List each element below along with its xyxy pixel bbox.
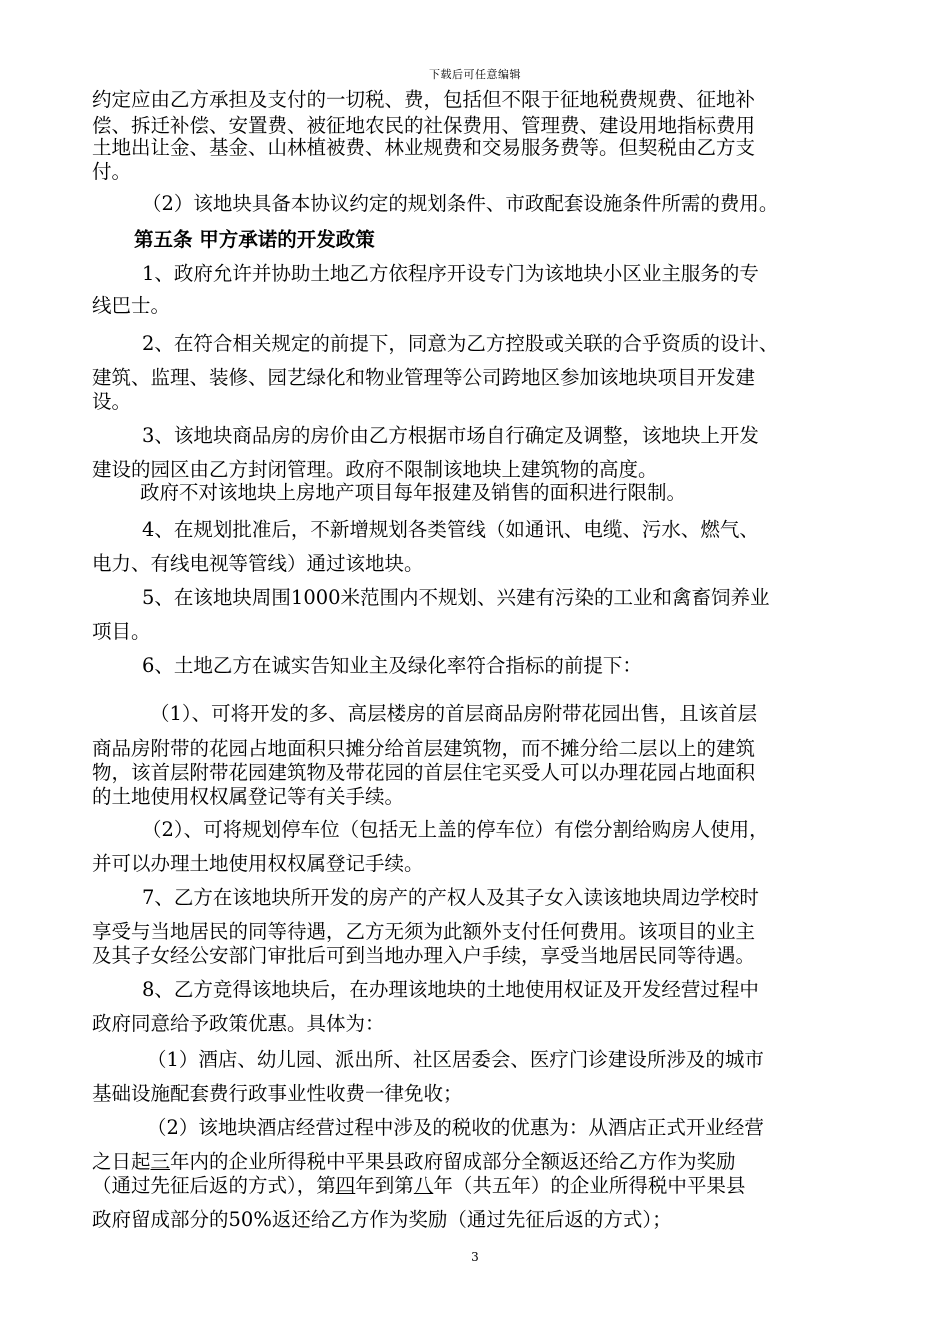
- text-line: 享受与当地居民的同等待遇，乙方无须为此额外支付任何费用。该项目的业主: [92, 920, 756, 943]
- text-line: （1）、可将开发的多、高层楼房的首层商品房附带花园出售，且该首层: [150, 702, 758, 725]
- text-line: 约定应由乙方承担及支付的一切税、费，包括但不限于征地税费规费、征地补: [92, 88, 756, 111]
- text-line: 及其子女经公安部门审批后可到当地办理入户手续，享受当地居民同等待遇。: [92, 944, 756, 967]
- text-line: 6、土地乙方在诚实告知业主及绿化率符合指标的前提下：: [142, 654, 642, 677]
- underlined-number: 四: [335, 1174, 356, 1197]
- text-line: 土地出让金、基金、山林植被费、林业规费和交易服务费等。但契税由乙方支: [92, 136, 756, 159]
- text-line: （2）该地块酒店经营过程中涉及的税收的优惠为：从酒店正式开业经营: [147, 1116, 764, 1139]
- text-line: 项目。: [92, 620, 151, 643]
- text-segment: 年（共五年）的企业所得税中平果县: [433, 1174, 746, 1197]
- text-line: （1）酒店、幼儿园、派出所、社区居委会、医疗门诊建设所涉及的城市: [147, 1048, 764, 1071]
- text-line: 物，该首层附带花园建筑物及带花园的首层住宅买受人可以办理花园占地面积: [92, 761, 756, 784]
- text-line: 线巴士。: [92, 294, 171, 317]
- text-line: 商品房附带的花园占地面积只摊分给首层建筑物，而不摊分给二层以上的建筑: [92, 737, 756, 760]
- underlined-number: 三: [150, 1150, 171, 1173]
- text-line: 8、乙方竞得该地块后，在办理该地块的土地使用权证及开发经营过程中: [142, 978, 759, 1001]
- text-line: （2）、可将规划停车位（包括无上盖的停车位）有偿分割给购房人使用，: [142, 818, 769, 841]
- page-number: 3: [471, 1250, 479, 1264]
- text-line: 建筑、监理、装修、园艺绿化和物业管理等公司跨地区参加该地块项目开发建: [92, 366, 756, 389]
- text-line: 偿、拆迁补偿、安置费、被征地农民的社保费用、管理费、建设用地指标费用: [92, 114, 756, 137]
- text-line: 设。: [92, 390, 132, 413]
- text-line: 2、在符合相关规定的前提下，同意为乙方控股或关联的合乎资质的设计、: [142, 332, 779, 355]
- text-line: 政府同意给予政策优惠。具体为：: [92, 1012, 385, 1035]
- text-line: 电力、有线电视等管线）通过该地块。: [92, 552, 424, 575]
- text-line: 的土地使用权权属登记等有关手续。: [92, 785, 405, 808]
- text-line: 政府不对该地块上房地产项目每年报建及销售的面积进行限制。: [140, 481, 687, 504]
- text-line: 4、在规划批准后，不新增规划各类管线（如通讯、电缆、污水、燃气、: [142, 518, 759, 541]
- text-line: 政府留成部分的50%返还给乙方作为奖励（通过先征后返的方式）；: [92, 1208, 672, 1231]
- text-line: 付。: [92, 160, 132, 183]
- text-line: 3、该地块商品房的房价由乙方根据市场自行确定及调整，该地块上开发: [142, 424, 759, 447]
- text-line: 5、在该地块周围1000米范围内不规划、兴建有污染的工业和禽畜饲养业: [142, 586, 770, 609]
- text-line: 并可以办理土地使用权权属登记手续。: [92, 852, 424, 875]
- text-line: 1、政府允许并协助土地乙方依程序开设专门为该地块小区业主服务的专: [142, 262, 759, 285]
- text-line: [92, 1150, 872, 1174]
- page-header: 下载后可任意编辑: [429, 68, 521, 81]
- section-heading: 第五条 甲方承诺的开发政策: [134, 228, 375, 251]
- text-line: 7、乙方在该地块所开发的房产的产权人及其子女入读该地块周边学校时: [142, 886, 759, 909]
- text-line: 基础设施配套费行政事业性收费一律免收；: [92, 1082, 463, 1105]
- text-segment: （通过先征后返的方式），第: [92, 1174, 336, 1197]
- text-line: [92, 1174, 872, 1198]
- underlined-number: 八: [413, 1174, 434, 1197]
- text-segment: 年到第: [355, 1174, 414, 1197]
- text-line: 建设的园区由乙方封闭管理。政府不限制该地块上建筑物的高度。: [92, 458, 658, 481]
- text-segment: 年内的企业所得税中平果县政府留成部分全额返还给乙方作为奖励: [170, 1150, 736, 1173]
- text-line: （2）该地块具备本协议约定的规划条件、市政配套设施条件所需的费用。: [142, 192, 779, 215]
- text-segment: 之日起: [92, 1150, 151, 1173]
